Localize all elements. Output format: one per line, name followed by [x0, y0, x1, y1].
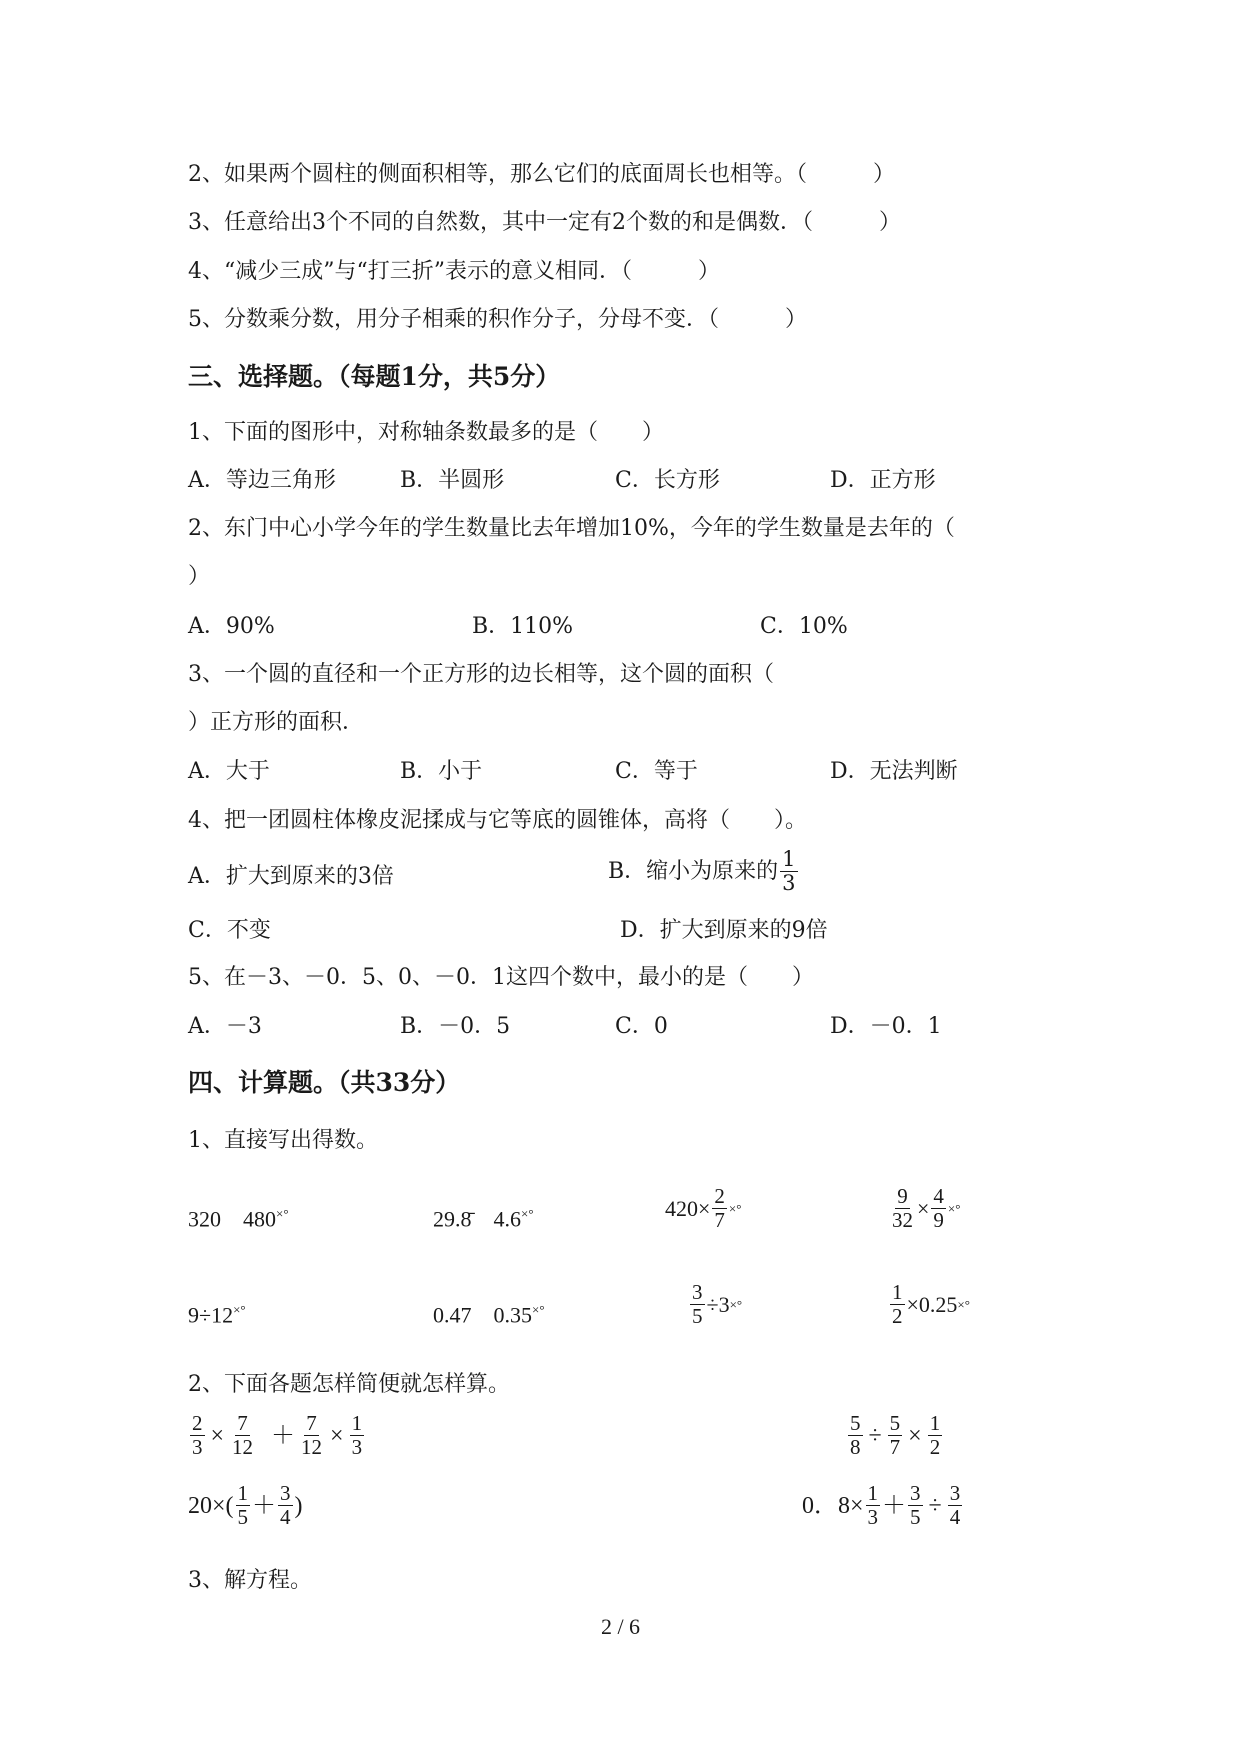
fraction [888, 1412, 903, 1459]
fraction-denominator: 5 [237, 1505, 249, 1529]
answer-mark: ×° [728, 1200, 742, 1216]
fraction-numerator: 7 [237, 1411, 248, 1435]
simplify-item-2 [846, 1412, 944, 1459]
q3-option-a: A．大于 [188, 759, 270, 784]
q4-text: 4、把一团圆柱体橡皮泥揉成与它等底的圆锥体，高将（ ）。 [188, 808, 807, 833]
calc-item-2 [433, 1200, 534, 1233]
calc-item-6 [433, 1296, 545, 1329]
fraction [948, 1482, 963, 1529]
fraction-denominator: 3 [351, 1435, 363, 1459]
operator: ＋ [882, 1492, 907, 1519]
fraction-denominator: 5 [910, 1505, 921, 1529]
fraction-numerator: 1 [782, 847, 796, 871]
q3-text-line1: 3、一个圆的直径和一个正方形的边长相等，这个圆的面积（ [188, 662, 774, 687]
operator: × [917, 1195, 930, 1221]
calc-sub3-title: 3、解方程。 [188, 1568, 312, 1593]
calc-item-3 [665, 1185, 741, 1232]
fraction-numerator: 1 [867, 1481, 879, 1505]
calc-expression: 420× [665, 1195, 711, 1221]
operator: ＋ [252, 1492, 277, 1519]
calc-expression: 0.47 0.35 [433, 1302, 533, 1328]
answer-mark: ×° [532, 1302, 545, 1317]
answer-mark: ×° [521, 1206, 534, 1221]
q4-option-b-text: B．缩小为原来的 [608, 858, 779, 884]
fraction-numerator: 2 [192, 1411, 203, 1435]
fraction [908, 1482, 923, 1529]
q2-text-line2: ） [188, 564, 211, 589]
simplify-item-4 [802, 1482, 964, 1529]
fraction-numerator: 1 [237, 1481, 249, 1505]
answer-mark: ×° [233, 1302, 246, 1317]
fraction [866, 1482, 881, 1529]
fraction [890, 1281, 905, 1328]
judgement-item-5: 5、分数乘分数，用分子相乘的积作分子，分母不变．（ ） [188, 307, 807, 332]
q4-option-b-fraction [780, 848, 797, 895]
fraction [928, 1412, 943, 1459]
q4-option-b [608, 848, 800, 895]
calc-item-4 [888, 1185, 960, 1232]
q2-option-c: C．10% [760, 614, 848, 639]
fraction-denominator: 4 [949, 1505, 961, 1529]
simplify-item-3 [188, 1482, 303, 1529]
calc-item-8 [888, 1281, 970, 1328]
q1-option-b: B．半圆形 [400, 468, 505, 493]
answer-mark: ×° [957, 1296, 970, 1312]
fraction-numerator: 3 [949, 1481, 961, 1505]
q1-option-d: D．正方形 [830, 468, 936, 493]
fraction-numerator: 1 [351, 1411, 363, 1435]
operator: × [908, 1422, 922, 1449]
fraction [931, 1185, 946, 1232]
q4-option-c: C．不变 [188, 918, 271, 943]
operator: ÷ [928, 1492, 942, 1519]
section4-title: 四、计算题。（共33分） [188, 1068, 461, 1097]
fraction [190, 1412, 205, 1459]
fraction-denominator: 32 [892, 1208, 913, 1232]
q3-text-line2: ）正方形的面积． [188, 710, 365, 735]
calc-item-7 [688, 1281, 742, 1328]
calc-expression: 20×( [188, 1492, 234, 1519]
fraction-denominator: 5 [692, 1304, 703, 1328]
fraction-numerator: 5 [889, 1411, 901, 1435]
fraction-denominator: 7 [714, 1208, 725, 1232]
calc-sub2-title: 2、下面各题怎样简便就怎样算。 [188, 1372, 510, 1397]
operator: ÷ [868, 1422, 882, 1449]
fraction [350, 1412, 365, 1459]
calc-expression: ÷3 [706, 1291, 730, 1317]
calc-expression: ×0.25 [906, 1291, 958, 1317]
q5-option-d: D．－0．1 [830, 1014, 942, 1039]
judgement-item-2: 2、如果两个圆柱的侧面积相等，那么它们的底面周长也相等。（ ） [188, 162, 895, 187]
fraction-numerator: 1 [892, 1280, 903, 1304]
q2-option-a: A．90% [188, 614, 275, 639]
fraction-numerator: 7 [306, 1411, 317, 1435]
fraction-numerator: 3 [692, 1280, 703, 1304]
calc-sub1-title: 1、直接写出得数。 [188, 1128, 378, 1153]
calc-expression: ) [294, 1492, 303, 1519]
calc-expression: 29.8̄ 4.6 [433, 1206, 522, 1232]
fraction-numerator: 5 [850, 1411, 861, 1435]
fraction [299, 1412, 324, 1459]
fraction [712, 1185, 727, 1232]
fraction [278, 1482, 293, 1529]
operator: × [210, 1422, 225, 1449]
calc-item-1 [188, 1200, 289, 1233]
q3-option-c: C．等于 [615, 759, 698, 784]
fraction-numerator: 9 [897, 1184, 908, 1208]
fraction-denominator: 8 [850, 1435, 861, 1459]
answer-mark: ×° [947, 1200, 961, 1216]
fraction-denominator: 7 [889, 1435, 901, 1459]
calc-expression: 320 480 [188, 1206, 277, 1232]
operator: ＋ [271, 1422, 296, 1449]
fraction [848, 1412, 863, 1459]
fraction-denominator: 9 [933, 1208, 944, 1232]
fraction-denominator: 12 [232, 1435, 254, 1459]
q5-option-b: B．－0．5 [400, 1014, 511, 1039]
fraction-denominator: 4 [280, 1505, 291, 1529]
fraction [236, 1482, 251, 1529]
answer-mark: ×° [729, 1296, 743, 1312]
calc-expression: 9÷12 [188, 1302, 234, 1328]
fraction-denominator: 3 [782, 871, 796, 895]
calc-item-5 [188, 1296, 246, 1329]
q2-text-line1: 2、东门中心小学今年的学生数量比去年增加10%，今年的学生数量是去年的（ [188, 516, 955, 541]
fraction-numerator: 1 [929, 1411, 941, 1435]
q3-option-d: D．无法判断 [830, 759, 958, 784]
calc-expression: 0．8× [802, 1492, 864, 1519]
q1-option-c: C．长方形 [615, 468, 720, 493]
q4-option-d: D．扩大到原来的9倍 [620, 918, 828, 943]
q4-option-a: A．扩大到原来的3倍 [188, 864, 394, 889]
fraction-denominator: 2 [929, 1435, 941, 1459]
simplify-item-1 [188, 1412, 366, 1459]
q5-option-a: A．－3 [188, 1014, 262, 1039]
fraction-numerator: 4 [933, 1184, 944, 1208]
q3-option-b: B．小于 [400, 759, 483, 784]
q2-option-b: B．110% [472, 614, 574, 639]
operator: × [330, 1422, 344, 1449]
fraction-numerator: 3 [910, 1481, 921, 1505]
q1-option-a: A．等边三角形 [188, 468, 336, 493]
fraction [890, 1185, 915, 1232]
judgement-item-3: 3、任意给出3个不同的自然数，其中一定有2个数的和是偶数．（ ） [188, 210, 901, 235]
page-number: 2 / 6 [600, 1614, 641, 1639]
judgement-item-4: 4、“减少三成”与“打三折”表示的意义相同．（ ） [188, 259, 720, 284]
fraction [230, 1412, 255, 1459]
fraction-numerator: 3 [280, 1481, 291, 1505]
q5-option-c: C．0 [615, 1014, 668, 1039]
section3-title: 三、选择题。（每题1分，共5分） [188, 362, 561, 391]
answer-mark: ×° [276, 1206, 289, 1221]
fraction [690, 1281, 705, 1328]
q1-text: 1、下面的图形中，对称轴条数最多的是（ ） [188, 420, 664, 445]
q5-text: 5、在－3、－0．5、0、－0．1这四个数中，最小的是（ ） [188, 965, 814, 990]
fraction-denominator: 2 [892, 1304, 903, 1328]
fraction-denominator: 3 [867, 1505, 879, 1529]
fraction-denominator: 12 [301, 1435, 323, 1459]
fraction-numerator: 2 [714, 1184, 725, 1208]
fraction-denominator: 3 [192, 1435, 203, 1459]
